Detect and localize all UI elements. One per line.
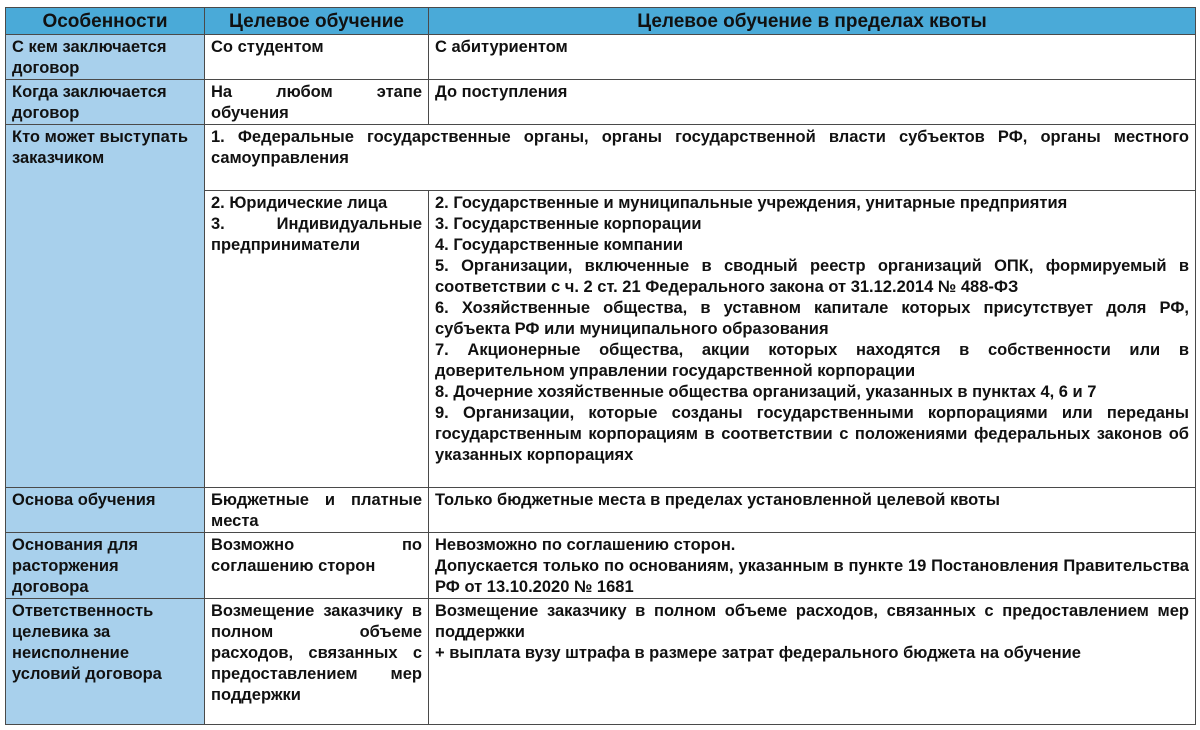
row-contract-with [6,35,1196,80]
row-label: С кем заключается договор [6,35,205,80]
quota-cell [429,191,1196,488]
list-item: 2. Государственные и муниципальные учреждения, унитарные предприятия [435,194,1068,212]
quota-cell: С абитуриентом [429,35,1196,80]
quota-text: Допускается только по основаниям, указанным в пункте 19 Постановления Правительства РФ от 13.10.2020 № 1681 [435,557,1189,596]
target-cell [205,191,429,488]
header-target-training: Целевое обучение [205,8,429,35]
target-cell: Возмещение заказчику в полном объеме расходов, связанных с предоставлением мер поддержки [205,599,429,725]
target-cell: Возможно по соглашению сторон [205,533,429,599]
list-item: 7. Акционерные общества, акции которых находятся в собственности или в доверительном управлении государственной корпорации [435,341,1189,380]
row-label: Кто может выступать заказчиком [6,125,205,488]
row-label: Когда заключается договор [6,80,205,125]
quota-cell: Только бюджетные места в пределах установленной целевой квоты [429,488,1196,533]
list-item: 3. Государственные корпорации [435,215,702,233]
customer-common-cell: 1. Федеральные государственные органы, органы государственной власти субъектов РФ, органы местного самоуправления [205,125,1196,191]
row-termination [6,533,1196,599]
header-row [6,8,1196,35]
row-liability [6,599,1196,725]
row-label: Основания для расторжения договора [6,533,205,599]
comparison-table [5,7,1196,725]
list-item: 3. Индивидуальные предприниматели [211,215,422,254]
row-label: Основа обучения [6,488,205,533]
quota-cell: До поступления [429,80,1196,125]
target-cell: Со студентом [205,35,429,80]
list-item: 6. Хозяйственные общества, в уставном капитале которых присутствует доля РФ, субъекта РФ или муниципального образования [435,299,1189,338]
target-cell: На любом этапе обучения [205,80,429,125]
list-item: 9. Организации, которые созданы государственными корпорациями или переданы государственным корпорациям в соответствии с положениями федеральных законов об указанных корпорациях [435,404,1189,464]
quota-text: + выплата вузу штрафа в размере затрат федерального бюджета на обучение [435,644,1081,662]
header-quota-training: Целевое обучение в пределах квоты [429,8,1196,35]
row-contract-when [6,80,1196,125]
row-label: Ответственность целевика за неисполнение условий договора [6,599,205,725]
row-customer [6,125,1196,191]
quota-text: Невозможно по соглашению сторон. [435,536,736,554]
row-basis [6,488,1196,533]
target-cell: Бюджетные и платные места [205,488,429,533]
quota-text: Возмещение заказчику в полном объеме расходов, связанных с предоставлением мер поддержки [435,602,1189,641]
list-item: 4. Государственные компании [435,236,684,254]
list-item: 5. Организации, включенные в сводный реестр организаций ОПК, формируемый в соответствии с ч. 2 ст. 21 Федерального закона от 31.12.2014 № 488-ФЗ [435,257,1189,296]
quota-cell [429,533,1196,599]
list-item: 8. Дочерние хозяйственные общества организаций, указанных в пунктах 4, 6 и 7 [435,383,1097,401]
list-item: 2. Юридические лица [211,194,388,212]
header-features: Особенности [6,8,205,35]
quota-cell [429,599,1196,725]
